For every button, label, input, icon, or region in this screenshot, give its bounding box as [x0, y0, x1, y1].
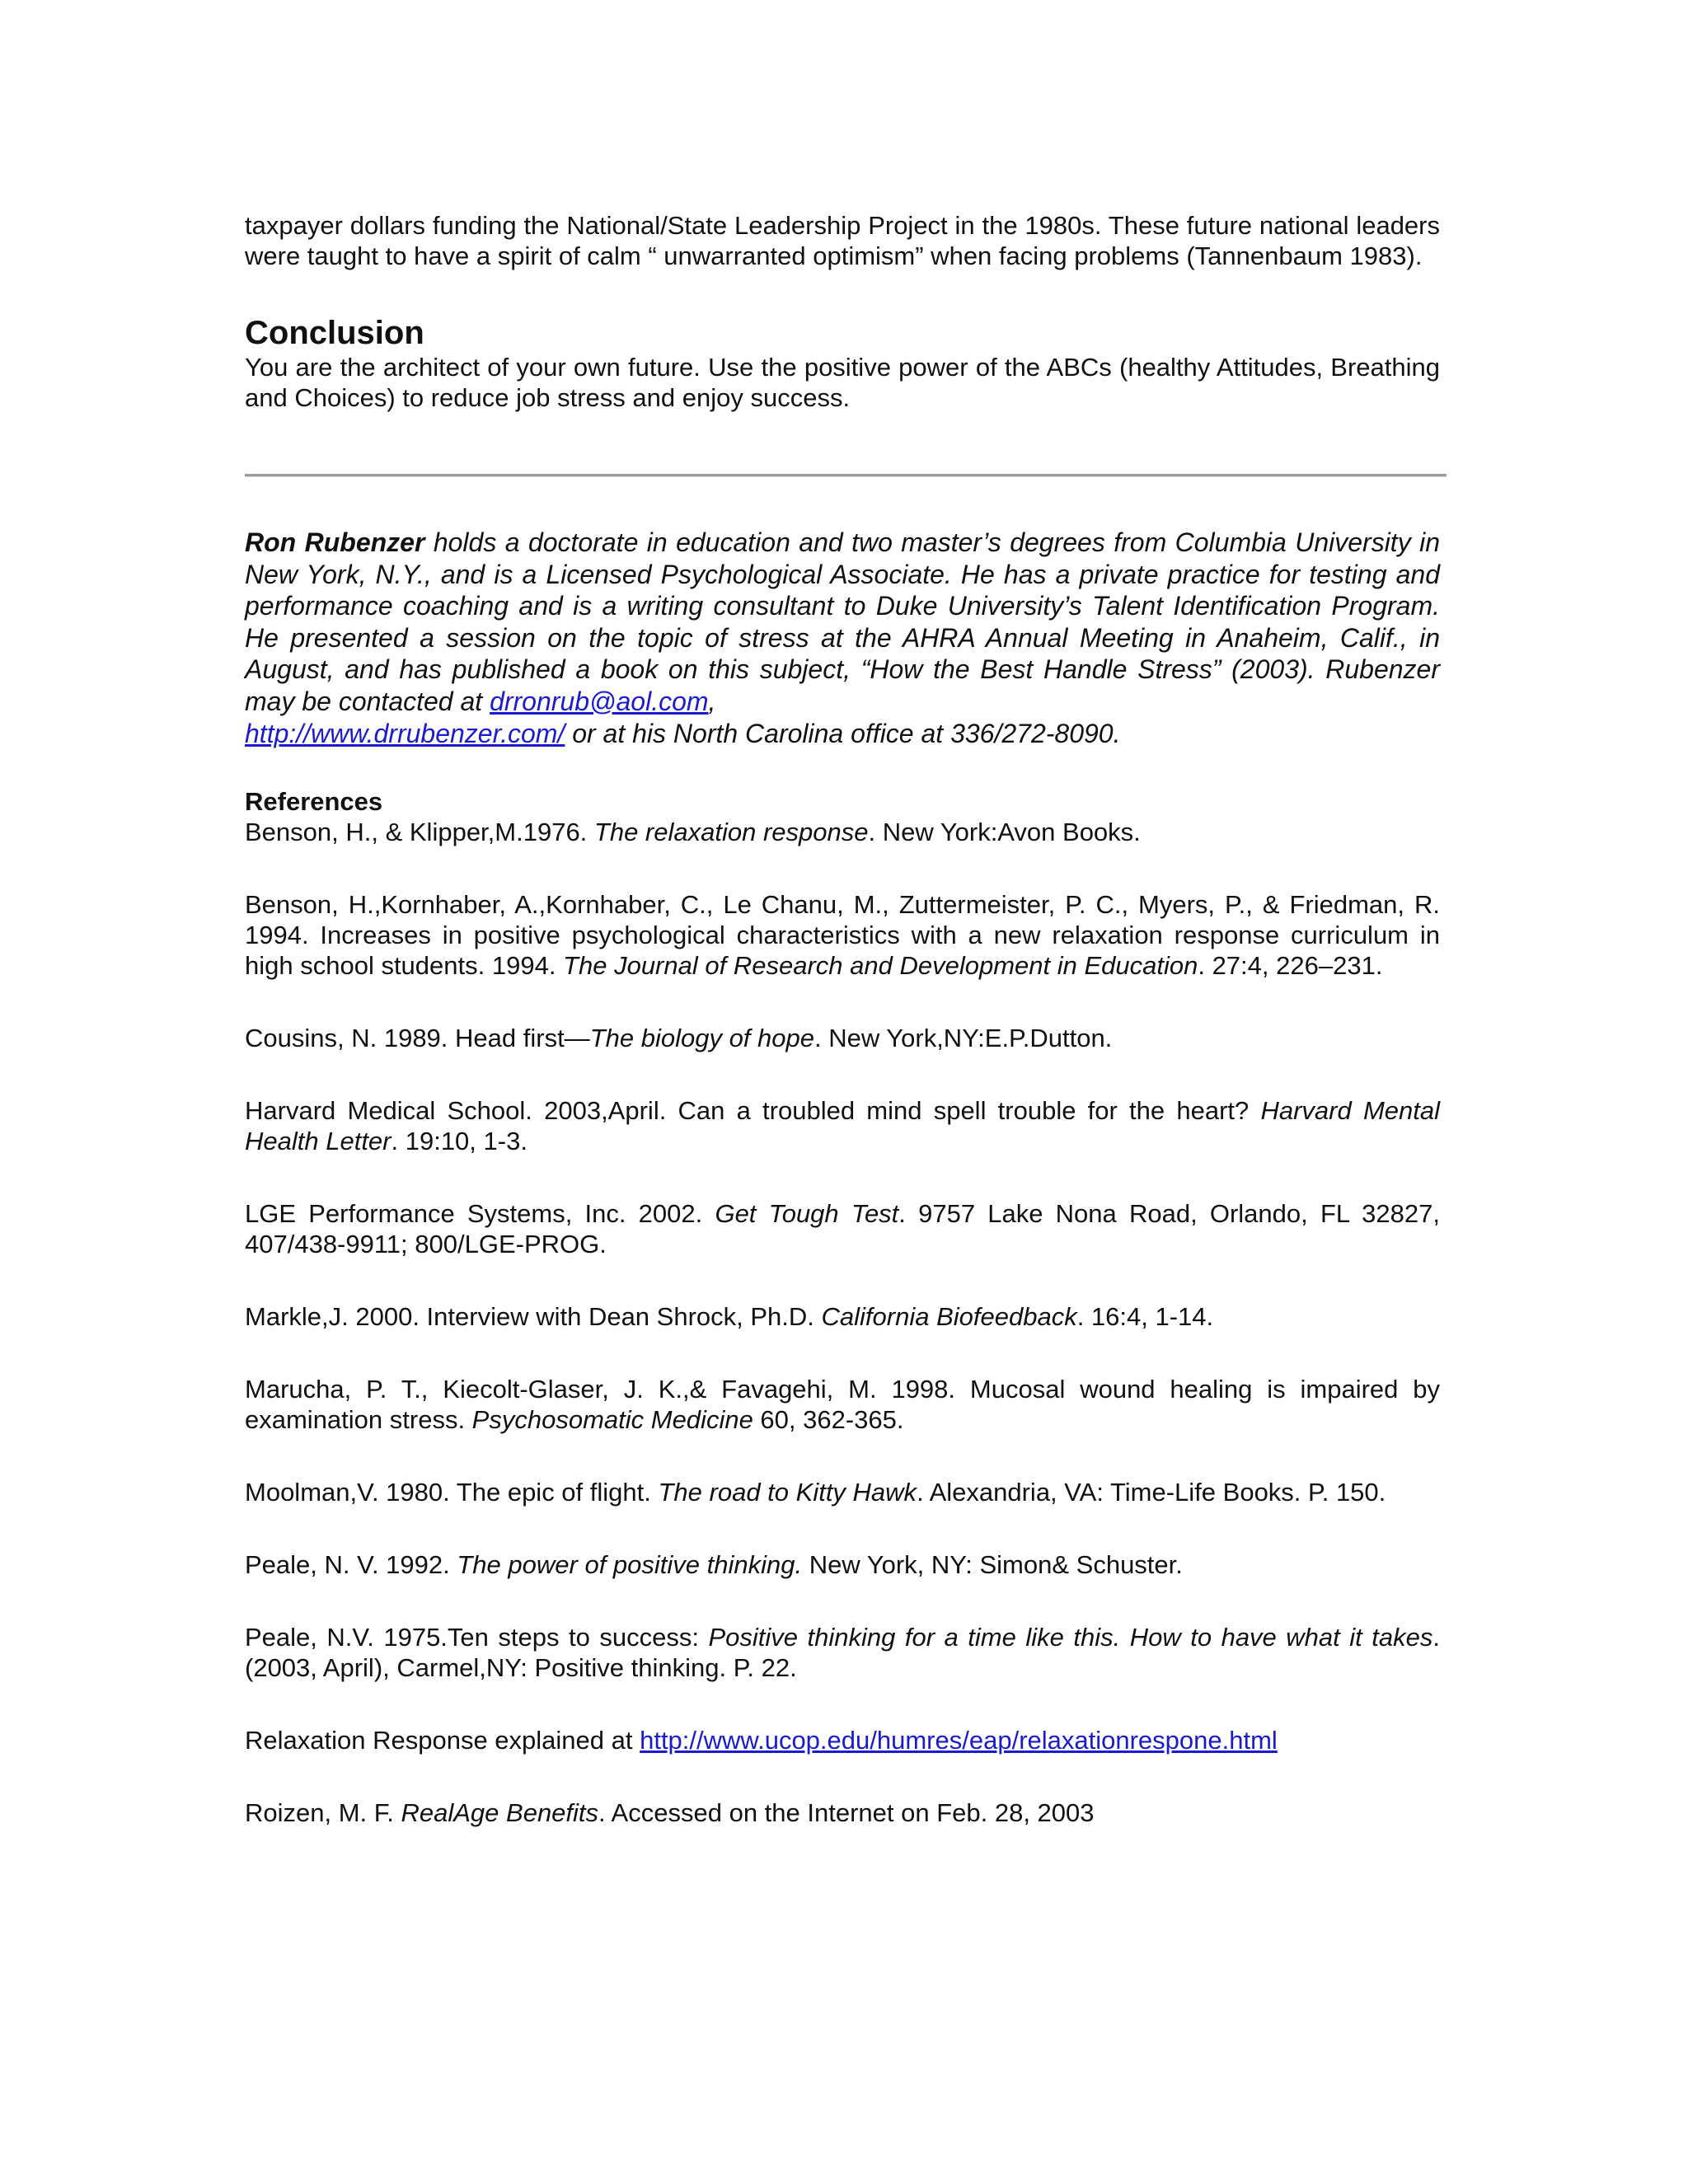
- reference-text: . New York,NY:E.P.Dutton.: [814, 1024, 1113, 1053]
- horizontal-divider: [245, 474, 1447, 477]
- reference-text: Markle,J. 2000. Interview with Dean Shrock, Ph.D.: [245, 1302, 822, 1332]
- author-bio: [245, 527, 1440, 749]
- reference-text: Roizen, M. F.: [245, 1798, 401, 1828]
- reference-title: RealAge Benefits: [401, 1798, 599, 1828]
- reference-title: Psychosomatic Medicine: [471, 1405, 753, 1435]
- reference-item: [245, 1477, 1440, 1507]
- reference-item: [245, 1198, 1440, 1259]
- reference-title: Get Tough Test: [715, 1199, 899, 1229]
- reference-title: The road to Kitty Hawk: [658, 1478, 917, 1507]
- reference-text: . 19:10, 1-3.: [391, 1127, 528, 1156]
- reference-item: [245, 1095, 1440, 1156]
- author-email-link[interactable]: drronrub@aol.com: [490, 686, 709, 716]
- references-list: [245, 817, 1440, 1828]
- bio-tail: or at his North Carolina office at 336/272-8090.: [565, 718, 1121, 748]
- reference-text: Cousins, N. 1989. Head first—: [245, 1024, 590, 1053]
- reference-text: Marucha, P. T., Kiecolt-Glaser, J. K.,& Favagehi, M. 1998. Mucosal wound healing is impaired by examination stress.: [245, 1375, 1440, 1435]
- bio-separator: ,: [708, 686, 716, 716]
- reference-item: [245, 1301, 1440, 1332]
- author-name: Ron Rubenzer: [245, 527, 425, 557]
- reference-text: 60, 362-365.: [753, 1405, 904, 1435]
- page-content: [245, 210, 1440, 1828]
- reference-item: [245, 1725, 1440, 1755]
- conclusion-paragraph: You are the architect of your own future. Use the positive power of the ABCs (healthy Attitudes, Breathing and Choices) to reduce job stress and enjoy success.: [245, 353, 1440, 412]
- reference-title: The relaxation response: [593, 818, 869, 847]
- reference-title: California Biofeedback: [821, 1302, 1077, 1332]
- relaxation-response-link[interactable]: http://www.ucop.edu/humres/eap/relaxationrespone.html: [640, 1726, 1278, 1755]
- reference-text: Moolman,V. 1980. The epic of flight.: [245, 1478, 659, 1507]
- bio-text: holds a doctorate in education and two master’s degrees from Columbia University in New York, N.Y., and is a Licensed Psychological Associate. He has a private practice for testing and performance coaching and is a writing consultant to Duke University’s Talent Identification Program. He presented a session on the topic of stress at the AHRA Annual Meeting in Anaheim, Calif., in August, and has published a book on this subject, “How the Best Handle Stress” (2003). Rubenzer may be contacted at: [245, 527, 1441, 716]
- reference-title: Harvard Mental Health Letter: [245, 1096, 1440, 1156]
- reference-text: Peale, N.V. 1975.Ten steps to success:: [245, 1623, 709, 1652]
- reference-text: Benson, H., & Klipper,M.1976.: [245, 818, 594, 847]
- author-website-link[interactable]: http://www.drrubenzer.com/: [245, 718, 565, 748]
- reference-text: . Accessed on the Internet on Feb. 28, 2003: [598, 1798, 1095, 1828]
- reference-item: [245, 1023, 1440, 1053]
- intro-paragraph: taxpayer dollars funding the National/State Leadership Project in the 1980s. These future national leaders were taught to have a spirit of calm “ unwarranted optimism” when facing problems (Tannenbaum 1983).: [245, 211, 1440, 270]
- reference-title: The biology of hope: [589, 1024, 814, 1053]
- reference-text: . Alexandria, VA: Time-Life Books. P. 150.: [917, 1478, 1386, 1507]
- reference-text: . 27:4, 226–231.: [1198, 951, 1383, 981]
- reference-item: [245, 889, 1440, 981]
- reference-text: Benson, H.,Kornhaber, A.,Kornhaber, C., Le Chanu, M., Zuttermeister, P. C., Myers, P., & Friedman, R. 1994. Increases in positive psychological characteristics with a new relaxation response curriculum in high school students. 1994.: [245, 890, 1440, 981]
- reference-text: . New York:Avon Books.: [868, 818, 1141, 847]
- reference-item: [245, 1797, 1440, 1828]
- conclusion-heading: Conclusion: [245, 315, 424, 351]
- reference-text: Relaxation Response explained at: [245, 1726, 640, 1755]
- reference-title: The Journal of Research and Development in Education: [563, 951, 1198, 981]
- reference-item: [245, 1374, 1440, 1435]
- reference-title: Positive thinking for a time like this. How to have what it takes: [708, 1623, 1433, 1652]
- references-heading: References: [245, 787, 383, 817]
- reference-item: [245, 817, 1440, 847]
- reference-item: [245, 1622, 1440, 1683]
- reference-text: LGE Performance Systems, Inc. 2002.: [245, 1199, 715, 1229]
- reference-text: . (2003, April), Carmel,NY: Positive thinking. P. 22.: [245, 1623, 1440, 1683]
- reference-item: [245, 1549, 1440, 1580]
- reference-title: The power of positive thinking.: [457, 1550, 803, 1580]
- reference-text: . 9757 Lake Nona Road, Orlando, FL 32827, 407/438-9911; 800/LGE-PROG.: [245, 1199, 1440, 1259]
- reference-text: . 16:4, 1-14.: [1076, 1302, 1214, 1332]
- reference-text: Harvard Medical School. 2003,April. Can a troubled mind spell trouble for the heart?: [245, 1096, 1261, 1126]
- reference-text: Peale, N. V. 1992.: [245, 1550, 457, 1580]
- reference-text: New York, NY: Simon& Schuster.: [802, 1550, 1183, 1580]
